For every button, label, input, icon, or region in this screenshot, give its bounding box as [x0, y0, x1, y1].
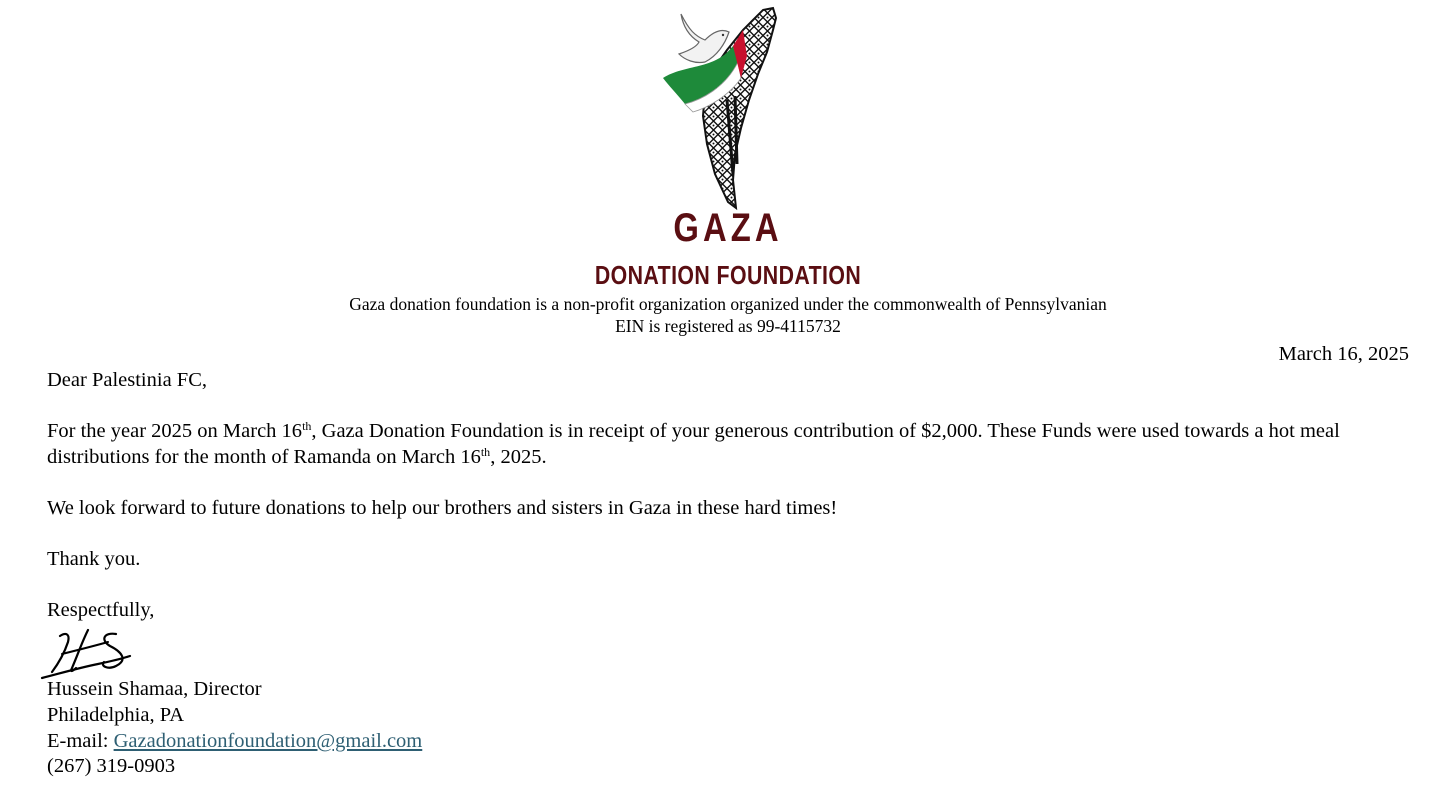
salutation: Dear Palestinia FC,: [47, 369, 207, 391]
ein-line: EIN is registered as 99-4115732: [615, 316, 841, 336]
sender-phone: (267) 319-0903: [47, 755, 176, 778]
paragraph-future-donations: We look forward to future donations to help our brothers and sisters in Gaza in these hard times!: [47, 496, 838, 519]
logo-word-gaza: GAZA: [673, 206, 783, 250]
description-line-1: Gaza donation foundation is a non-profit organization organized under the commonwealth of Pennsylvanian: [349, 294, 1107, 314]
email-link[interactable]: Gazadonationfoundation@gmail.com: [113, 729, 423, 752]
letter-body: [47, 368, 1417, 649]
sender-location: Philadelphia, PA: [47, 703, 185, 726]
p1-superscript-1: th: [302, 419, 312, 433]
p1-text-c: , 2025.: [490, 445, 547, 468]
sender-name-title: Hussein Shamaa, Director: [47, 678, 262, 700]
p1-superscript-2: th: [480, 444, 491, 459]
sender-email-line: [47, 729, 422, 755]
paragraph-thank-you: Thank you.: [47, 547, 141, 570]
closing: Respectfully,: [47, 598, 155, 621]
email-label: E-mail:: [47, 729, 114, 752]
organization-description: [0, 293, 1445, 337]
logo-word-donation-foundation: DONATION FOUNDATION: [594, 260, 862, 290]
letter-date: March 16, 2025: [1278, 343, 1409, 365]
foundation-logo-icon: [655, 4, 790, 214]
paragraph-contribution: [47, 419, 1417, 470]
p1-text-a: For the year 2025 on March 16: [47, 420, 303, 442]
sender-block: [47, 677, 422, 780]
signature-icon: [38, 624, 138, 680]
p1-text-b: , Gaza Donation Foundation is in receipt of your generous contribution of $2,000. These Funds were used towards a hot meal distributions for the month of Ramanda on March 16: [47, 420, 1340, 468]
